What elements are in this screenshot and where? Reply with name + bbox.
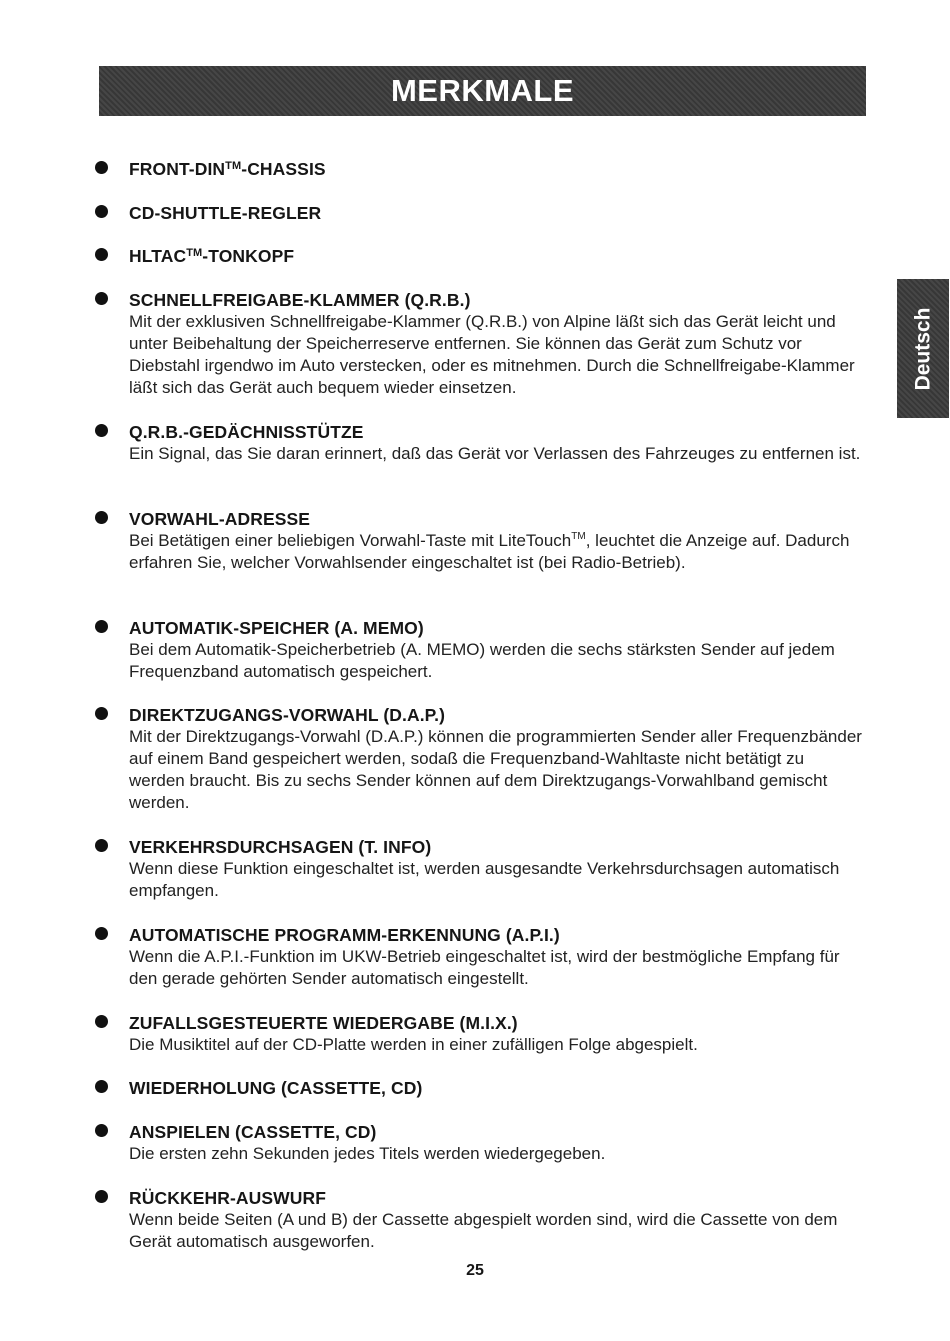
bullet-icon: [95, 424, 108, 437]
feature-description: Wenn die A.P.I.-Funktion im UKW-Betrieb eingeschaltet ist, wird der bestmögliche Empfang für den gerade gehörten Sender automatisch eingestellt.: [129, 947, 840, 988]
feature-item: [129, 1121, 864, 1165]
feature-item: [129, 1187, 864, 1253]
feature-item: [129, 508, 864, 574]
feature-description: Ein Signal, das Sie daran erinnert, daß das Gerät vor Verlassen des Fahrzeuges zu entfernen ist.: [129, 444, 861, 463]
feature-heading: HLTAC™-TONKOPF: [129, 246, 295, 266]
feature-heading: RÜCKKEHR-AUSWURF: [129, 1188, 326, 1208]
feature-item: [129, 1012, 864, 1056]
bullet-icon: [95, 620, 108, 633]
bullet-icon: [95, 1080, 108, 1093]
feature-heading: AUTOMATIK-SPEICHER (A. MEMO): [129, 618, 424, 638]
page-title: MERKMALE: [390, 73, 575, 108]
feature-heading: VERKEHRSDURCHSAGEN (T. INFO): [129, 837, 432, 857]
feature-description: Bei dem Automatik-Speicherbetrieb (A. MEMO) werden die sechs stärksten Sender auf jedem Frequenzband automatisch gespeichert.: [129, 640, 835, 681]
feature-heading: SCHNELLFREIGABE-KLAMMER (Q.R.B.): [129, 290, 471, 310]
bullet-icon: [95, 839, 108, 852]
feature-description: Wenn beide Seiten (A und B) der Cassette abgespielt worden sind, wird die Cassette von dem Gerät automatisch ausgeworfen.: [129, 1210, 838, 1251]
feature-description: Mit der exklusiven Schnellfreigabe-Klammer (Q.R.B.) von Alpine läßt sich das Gerät leicht und unter Beibehaltung der Speicherreserve entfernen. Sie können das Gerät zum Schutz vor Diebstahl irgendwo im Auto verstecken, oder es mitnehmen. Durch die Schnellfreigabe-Klammer läßt sich das Gerät auch bequem wieder einsetzen.: [129, 312, 855, 397]
feature-description: Die Musiktitel auf der CD-Platte werden in einer zufälligen Folge abgespielt.: [129, 1035, 698, 1054]
bullet-icon: [95, 927, 108, 940]
feature-heading: FRONT-DIN™-CHASSIS: [129, 159, 326, 179]
feature-heading: Q.R.B.-GEDÄCHNISSTÜTZE: [129, 422, 364, 442]
feature-item: [129, 421, 864, 465]
bullet-icon: [95, 205, 108, 218]
feature-description: Bei Betätigen einer beliebigen Vorwahl-Taste mit LiteTouch™, leuchtet die Anzeige auf. Dadurch erfahren Sie, welcher Vorwahlsender eingeschaltet ist (bei Radio-Betrieb).: [129, 531, 850, 572]
feature-description: Mit der Direktzugangs-Vorwahl (D.A.P.) können die programmierten Sender aller Frequenzbänder auf einem Band gespeichert werden, sodaß die Frequenzband-Wahltaste nicht betätigt zu werden braucht. Bis zu sechs Sender können auf dem Direktzugangs-Vorwahlband gemischt werden.: [129, 727, 862, 812]
title-banner: [99, 66, 866, 116]
language-tab-label: Deutsch: [911, 307, 935, 390]
bullet-icon: [95, 707, 108, 720]
bullet-icon: [95, 248, 108, 261]
feature-description: Die ersten zehn Sekunden jedes Titels werden wiedergegeben.: [129, 1144, 606, 1163]
feature-heading: ZUFALLSGESTEUERTE WIEDERGABE (M.I.X.): [129, 1013, 518, 1033]
feature-item: [129, 924, 864, 990]
feature-item: [129, 158, 864, 180]
feature-heading: AUTOMATISCHE PROGRAMM-ERKENNUNG (A.P.I.): [129, 925, 560, 945]
page-number: 25: [466, 1262, 484, 1279]
feature-item: [129, 1077, 864, 1099]
bullet-icon: [95, 1124, 108, 1137]
feature-item: [129, 245, 864, 267]
feature-item: [129, 836, 864, 902]
language-tab: [897, 279, 949, 418]
feature-heading: DIREKTZUGANGS-VORWAHL (D.A.P.): [129, 705, 446, 725]
feature-item: [129, 289, 864, 399]
feature-description: Wenn diese Funktion eingeschaltet ist, werden ausgesandte Verkehrsdurchsagen automatisch empfangen.: [129, 859, 840, 900]
feature-heading: ANSPIELEN (CASSETTE, CD): [129, 1122, 377, 1142]
feature-heading: WIEDERHOLUNG (CASSETTE, CD): [129, 1078, 423, 1098]
bullet-icon: [95, 1015, 108, 1028]
feature-item: [129, 617, 864, 683]
bullet-icon: [95, 161, 108, 174]
feature-item: [129, 202, 864, 224]
bullet-icon: [95, 1190, 108, 1203]
bullet-icon: [95, 511, 108, 524]
feature-item: [129, 704, 864, 814]
bullet-icon: [95, 292, 108, 305]
feature-heading: VORWAHL-ADRESSE: [129, 509, 311, 529]
feature-heading: CD-SHUTTLE-REGLER: [129, 203, 322, 223]
